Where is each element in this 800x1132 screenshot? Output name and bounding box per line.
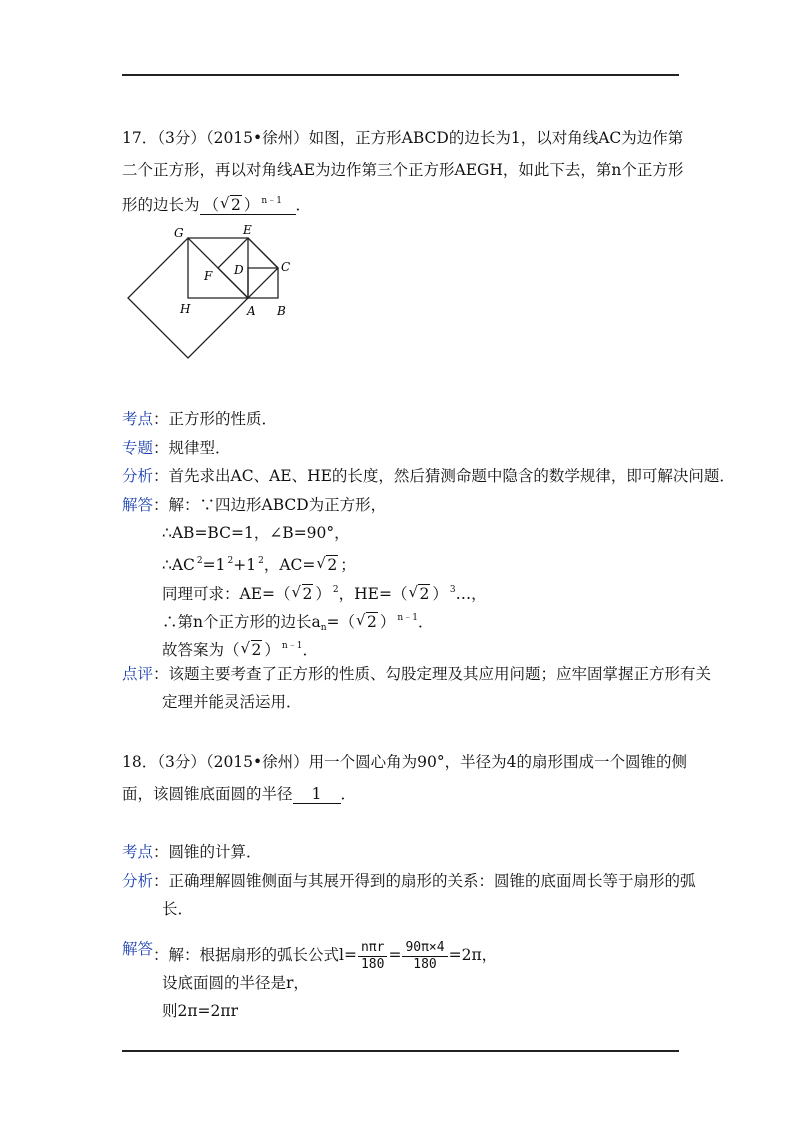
q17-j4e: …， xyxy=(455,585,487,603)
q17-line3-suffix: ． xyxy=(295,196,312,214)
tag-fenxi-18: 分析 xyxy=(122,872,154,890)
q18-frac2-num: 90π×4 xyxy=(402,940,447,957)
q17-answer-exp: n﹣1 xyxy=(261,196,282,206)
q17-j4c: ，HE=（ xyxy=(338,585,408,603)
q17-j5-rad: 2 xyxy=(367,613,377,631)
q17-j5d: ． xyxy=(417,613,434,631)
q17-dianping1 xyxy=(122,664,711,684)
q17-jieda2: ∴AB=BC=1，∠B=90°， xyxy=(162,524,350,542)
label-e: E xyxy=(243,223,252,237)
q18-line2-prefix: 面，该圆锥底面圆的半径 xyxy=(122,785,293,803)
q17-j5-exp: n﹣1 xyxy=(397,613,418,623)
q17-j4-rad1: 2 xyxy=(302,585,313,603)
q17-zhuanti xyxy=(122,438,231,458)
q17-j6-rad: 2 xyxy=(251,641,262,659)
q17-answer-blank xyxy=(200,192,296,215)
q17-jieda1-text: ：解：∵四边形ABCD为正方形， xyxy=(153,496,387,514)
bottom-rule xyxy=(122,1050,679,1052)
q17-answer-sqrt xyxy=(221,196,242,214)
q18-frac2-den: 180 xyxy=(413,956,437,972)
q17-figure xyxy=(112,222,312,372)
q17-kaodian xyxy=(122,409,277,429)
q18-frac2 xyxy=(402,940,447,973)
q17-j4-sqrt2 xyxy=(409,584,430,604)
q18-fenxi1-text: ：正确理解圆锥侧面与其展开得到的扇形的关系：圆锥的底面周长等于扇形的弧 xyxy=(153,872,696,890)
tag-jieda: 解答 xyxy=(122,496,154,514)
q18-kaodian-text: ：圆锥的计算． xyxy=(153,843,262,861)
tag-zhuanti: 专题 xyxy=(122,439,154,457)
label-c: C xyxy=(281,260,291,274)
q17-j5b: =（ xyxy=(326,613,356,631)
q17-kaodian-text: ：正方形的性质． xyxy=(153,410,278,428)
q17-j4d: ） xyxy=(432,585,448,603)
q18-line2 xyxy=(122,784,356,804)
label-g: G xyxy=(174,226,184,240)
q17-line2: 二个正方形，再以对角线AE为边作第三个正方形AEGH，如此下去，第n个正方形 xyxy=(122,161,684,179)
q18-j1b: = xyxy=(388,946,402,964)
q17-fenxi xyxy=(122,466,735,486)
q17-j3-rad: 2 xyxy=(327,556,338,574)
q17-answer-rad: 2 xyxy=(231,196,241,214)
q18-frac1-den: 180 xyxy=(360,956,385,972)
q18-j1c: =2π， xyxy=(448,946,498,964)
q17-line3-prefix: 形的边长为 xyxy=(122,196,200,214)
q18-answer-blank: 1 xyxy=(293,785,341,804)
q17-j4-exp2: 2 xyxy=(332,585,339,595)
q17-j5c: ） xyxy=(379,613,396,631)
q17-j5-sqrt xyxy=(357,612,378,632)
q17-dianping2: 定理并能灵活运用． xyxy=(162,693,302,711)
q17-j6-exp: n﹣1 xyxy=(281,641,303,651)
q17-j6c: ． xyxy=(302,641,318,659)
q18-j1a: ：解：根据扇形的弧长公式l= xyxy=(153,946,357,964)
label-f: F xyxy=(204,269,213,283)
q17-j5-sub: n xyxy=(320,623,327,633)
q17-answer-close: ） xyxy=(243,196,260,214)
q18-frac1 xyxy=(358,940,387,973)
q17-j4a: 同理可求：AE=（ xyxy=(162,585,291,603)
tag-dianping: 点评 xyxy=(122,665,154,683)
q17-jieda5 xyxy=(162,608,433,638)
q18-frac1-num: nπr xyxy=(358,940,387,957)
q17-j3d: ，AC= xyxy=(263,556,316,574)
label-h: H xyxy=(180,302,191,316)
q17-jieda3 xyxy=(162,551,356,575)
q17-j3c: +1 xyxy=(233,556,257,574)
q17-line3 xyxy=(122,192,311,215)
q17-dianping1-text: ：该题主要考查了正方形的性质、勾股定理及其应用问题；应牢固掌握正方形有关 xyxy=(153,665,712,683)
q18-line2-suffix: ． xyxy=(340,785,357,803)
q17-j6-sqrt xyxy=(242,640,263,660)
q17-j3-exp3: 2 xyxy=(258,556,264,566)
line-ec xyxy=(248,238,278,268)
q17-j6b: ） xyxy=(264,641,280,659)
q17-j4-rad2: 2 xyxy=(419,585,430,603)
q17-j3-sqrt xyxy=(317,555,338,575)
tag-fenxi: 分析 xyxy=(122,467,154,485)
label-a: A xyxy=(247,304,256,318)
q18-kaodian xyxy=(122,842,262,862)
q17-jieda4 xyxy=(162,580,487,604)
label-d: D xyxy=(234,263,244,277)
q17-j3a: ∴AC xyxy=(162,556,195,574)
q18-jieda2: 设底面圆的半径是r， xyxy=(162,974,309,992)
q17-j3b: =1 xyxy=(202,556,226,574)
q17-j3-exp2: 2 xyxy=(227,556,234,566)
q17-jieda1 xyxy=(122,495,386,515)
q17-j6a: 故答案为（ xyxy=(162,641,240,659)
q17-j3-exp1: 2 xyxy=(196,556,203,566)
q17-j5a: ∴第n个正方形的边长a xyxy=(162,613,321,631)
tag-jieda-18: 解答 xyxy=(122,940,154,958)
q18-header: 18．（3分）（2015•徐州）用一个圆心角为90°，半径为4的扇形围成一个圆锥的侧 xyxy=(122,753,688,771)
q17-jieda6 xyxy=(162,636,318,660)
q17-fenxi-text: ：首先求出AC、AE、HE的长度，然后猜测命题中隐含的数学规律，即可解决问题． xyxy=(153,467,735,485)
q17-header: 17．（3分）（2015•徐州）如图，正方形ABCD的边长为1，以对角线AC为边作第 xyxy=(122,129,684,147)
q17-zhuanti-text: ：规律型． xyxy=(153,439,231,457)
q18-jieda3: 则2π=2πr xyxy=(162,1002,238,1020)
label-b: B xyxy=(277,304,286,318)
tag-kaodian-18: 考点 xyxy=(122,843,154,861)
q18-fenxi1 xyxy=(122,871,696,891)
q17-j3e: ； xyxy=(340,556,356,574)
top-rule xyxy=(122,74,679,76)
q18-fenxi2: 长． xyxy=(162,900,194,918)
q17-j4b: ） xyxy=(315,585,331,603)
q17-answer-open: （ xyxy=(203,196,220,214)
tag-kaodian: 考点 xyxy=(122,410,154,428)
q18-jieda1 xyxy=(122,932,497,973)
q17-j4-sqrt1 xyxy=(293,584,314,604)
q17-j4-exp3: 3 xyxy=(449,585,456,595)
